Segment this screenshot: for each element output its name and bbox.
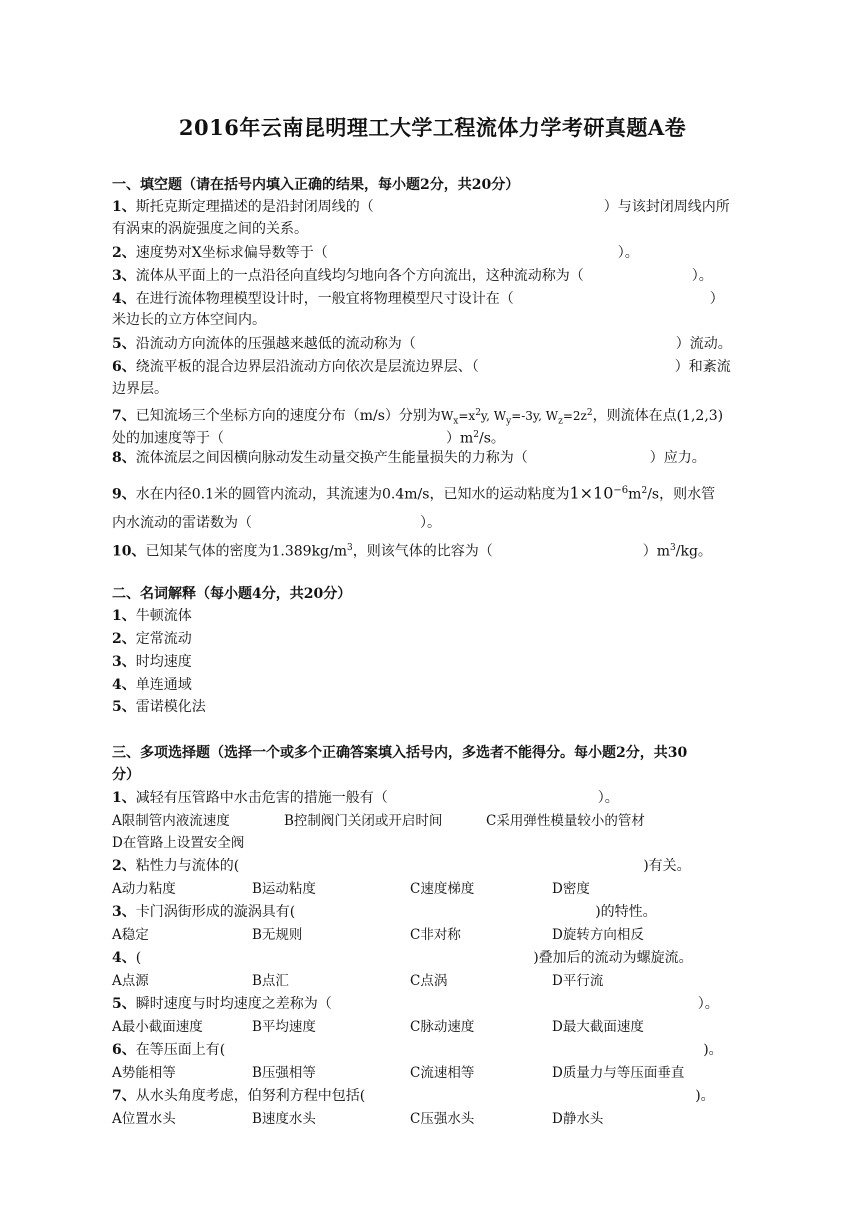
option-c[interactable]: C非对称 xyxy=(410,927,461,943)
option-d[interactable]: D最大截面速度 xyxy=(552,1019,644,1035)
choice-question-3: 3、卡门涡街形成的漩涡具有( )的特性。 xyxy=(112,904,657,920)
option-a[interactable]: A动力粘度 xyxy=(112,881,176,897)
option-b[interactable]: B运动粘度 xyxy=(252,881,316,897)
option-d[interactable]: D密度 xyxy=(552,881,590,897)
option-d[interactable]: D旋转方向相反 xyxy=(552,927,644,943)
option-a[interactable]: A限制管内液流速度 xyxy=(112,813,230,829)
fill-question-8: 8、流体流层之间因横向脉动发生动量交换产生能量损失的力称为（ ）应力。 xyxy=(112,450,706,466)
section-1-heading: 一、填空题（请在括号内填入正确的结果，每小题2分，共20分） xyxy=(112,177,520,193)
term-item: 4、单连通域 xyxy=(112,677,192,693)
section-2-heading: 二、名词解释（每小题4分，共20分） xyxy=(112,586,352,602)
option-a[interactable]: A稳定 xyxy=(112,927,149,943)
option-a[interactable]: A最小截面速度 xyxy=(112,1019,203,1035)
choice-options xyxy=(112,970,762,992)
fill-question-5: 5、沿流动方向流体的压强越来越低的流动称为（ ）流动。 xyxy=(112,336,732,352)
fill-question-10: 10、已知某气体的密度为$1.389kg/m^3$，则该气体的比容为（ ）$m^3/kg$。 xyxy=(112,543,712,560)
option-b[interactable]: B平均速度 xyxy=(252,1019,316,1035)
option-c[interactable]: C流速相等 xyxy=(410,1065,475,1081)
fill-question-9-cont: 内水流动的雷诺数为（ ）。 xyxy=(112,515,441,531)
option-b[interactable]: B压强相等 xyxy=(252,1065,316,1081)
option-a[interactable]: A位置水头 xyxy=(112,1111,176,1127)
option-b[interactable]: B点汇 xyxy=(252,973,289,989)
option-d[interactable]: D在管路上设置安全阀 xyxy=(112,835,245,851)
fill-question-1: 1、斯托克斯定理描述的是沿封闭周线的（ ）与该封闭周线内所 xyxy=(112,199,730,215)
choice-options xyxy=(112,810,762,832)
choice-options xyxy=(112,878,762,900)
option-b[interactable]: B速度水头 xyxy=(252,1111,316,1127)
fill-question-1-cont: 有涡束的涡旋强度之间的关系。 xyxy=(112,221,308,237)
option-a[interactable]: A势能相等 xyxy=(112,1065,176,1081)
section-3-heading: 三、多项选择题（选择一个或多个正确答案填入括号内，多选者不能得分。每小题2分，共30 xyxy=(112,745,688,761)
fill-question-6: 6、绕流平板的混合边界层沿流动方向依次是层流边界层、（ ）和紊流 xyxy=(112,359,731,375)
choice-question-1: 1、减轻有压管路中水击危害的措施一般有（ ）。 xyxy=(112,790,619,806)
fill-question-6-cont: 边界层。 xyxy=(112,381,168,397)
option-c[interactable]: C点涡 xyxy=(410,973,448,989)
choice-question-4: 4、( )叠加后的流动为螺旋流。 xyxy=(112,950,693,966)
option-d[interactable]: D质量力与等压面垂直 xyxy=(552,1065,685,1081)
option-c[interactable]: C采用弹性模量较小的管材 xyxy=(486,813,645,829)
choice-options xyxy=(112,1062,762,1084)
term-item: 3、时均速度 xyxy=(112,654,192,670)
section-3-heading-cont: 分） xyxy=(112,767,140,783)
fill-question-7-cont: 处的加速度等于（ ）$m^2/s$。 xyxy=(112,430,505,447)
choice-question-7: 7、从水头角度考虑，伯努利方程中包括( )。 xyxy=(112,1088,715,1104)
page-title: 2016年云南昆明理工大学工程流体力学考研真题A卷 xyxy=(178,115,687,140)
option-c[interactable]: C脉动速度 xyxy=(410,1019,475,1035)
choice-question-2: 2、粘性力与流体的( )有关。 xyxy=(112,858,691,874)
fill-question-9: 9、水在内径0.1米的圆管内流动，其流速为0.4m/s，已知水的运动粘度为$1\times 10^{-6}m^2/s$，则水管 xyxy=(112,483,716,503)
choice-options xyxy=(112,832,762,854)
term-item: 1、牛顿流体 xyxy=(112,608,192,624)
choice-options xyxy=(112,1108,762,1130)
option-d[interactable]: D平行流 xyxy=(552,973,604,989)
option-a[interactable]: A点源 xyxy=(112,973,149,989)
fill-question-7: 7、已知流场三个坐标方向的速度分布（m/s）分别为$W_x=x^2y$, $W_y=-3y$, $W_z=2z^2$，则流体在点(1,2,3) xyxy=(112,408,724,427)
option-b[interactable]: B控制阀门关闭或开启时间 xyxy=(284,813,443,829)
fill-question-4-cont: 米边长的立方体空间内。 xyxy=(112,312,266,328)
fill-question-4: 4、在进行流体物理模型设计时，一般宜将物理模型尺寸设计在（ ） xyxy=(112,291,724,307)
term-item: 5、雷诺模化法 xyxy=(112,699,206,715)
choice-question-5: 5、瞬时速度与时均速度之差称为（ ）。 xyxy=(112,996,719,1012)
option-d[interactable]: D静水头 xyxy=(552,1111,604,1127)
option-b[interactable]: B无规则 xyxy=(252,927,303,943)
option-c[interactable]: C速度梯度 xyxy=(410,881,475,897)
choice-options xyxy=(112,1016,762,1038)
choice-question-6: 6、在等压面上有( )。 xyxy=(112,1042,723,1058)
option-c[interactable]: C压强水头 xyxy=(410,1111,475,1127)
term-item: 2、定常流动 xyxy=(112,631,192,647)
fill-question-3: 3、流体从平面上的一点沿径向直线均匀地向各个方向流出，这种流动称为（ ）。 xyxy=(112,268,713,284)
choice-options xyxy=(112,924,762,946)
fill-question-2: 2、速度势对X坐标求偏导数等于（ ）。 xyxy=(112,245,639,261)
